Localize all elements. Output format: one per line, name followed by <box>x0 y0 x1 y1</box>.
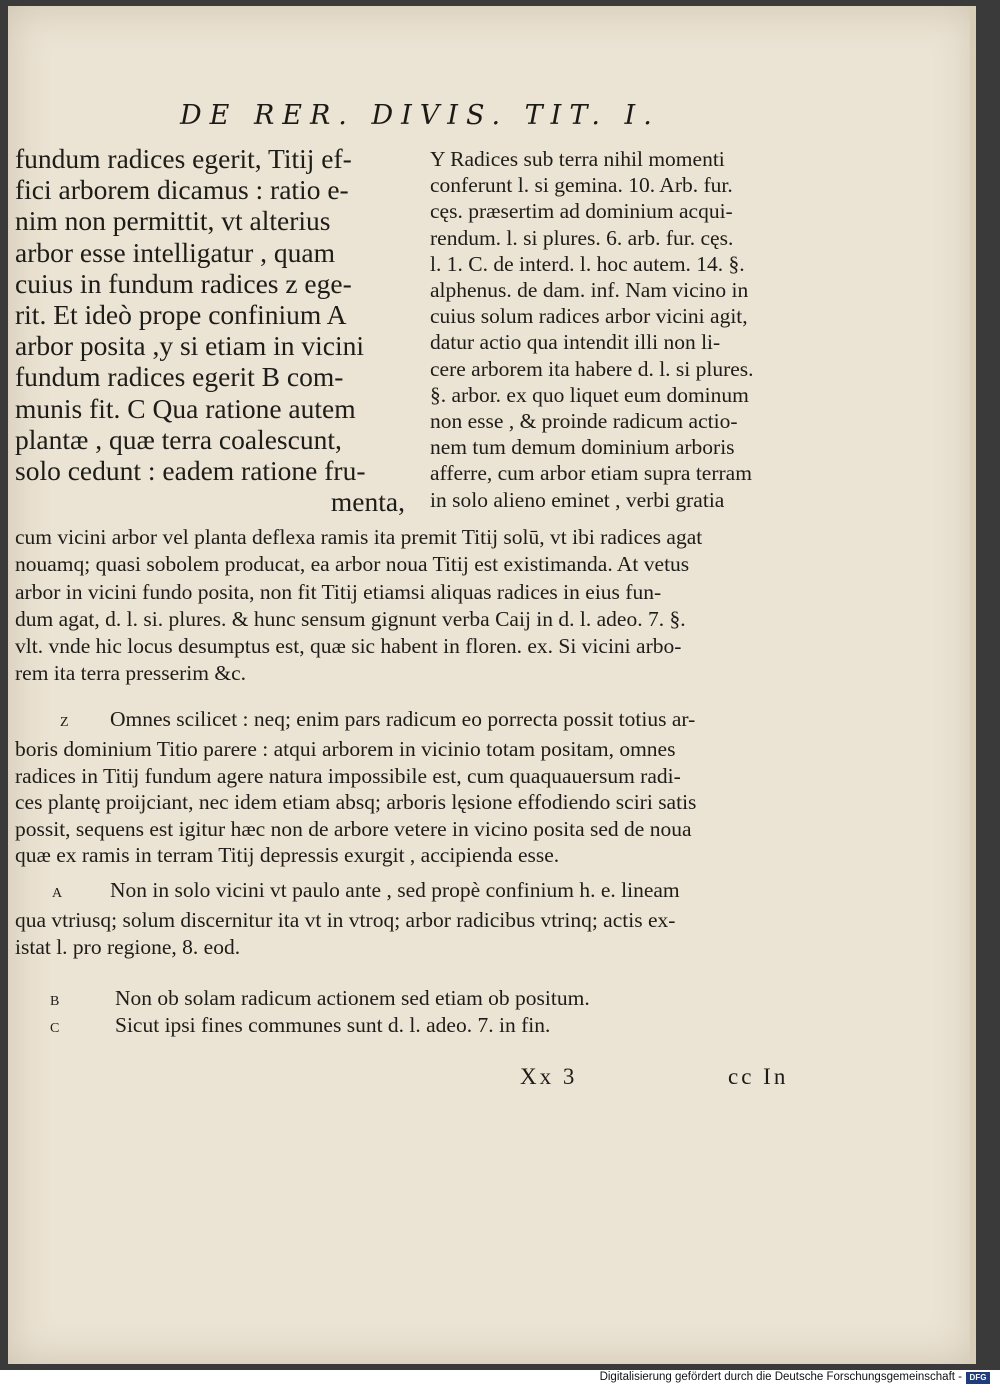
text-line: arbor esse intelligatur , quam <box>15 236 335 268</box>
text-line: cuius in fundum radices z ege- <box>15 267 352 299</box>
footnote-line: qua vtriusq; solum discernitur ita vt in vtroq; arbor radicibus vtrinq; actis ex- <box>15 908 676 933</box>
note-line: alphenus. de dam. inf. Nam vicino in <box>430 278 749 303</box>
footnote-marker: C <box>50 1021 60 1036</box>
footnote-b <box>15 985 815 1015</box>
note-line: non esse , & proinde radicum actio- <box>430 409 738 434</box>
footnote-marker: A <box>52 886 63 901</box>
footnote-a <box>15 877 815 960</box>
note-line: conferunt l. si gemina. 10. Arb. fur. <box>430 173 733 198</box>
text-line: arbor posita ,y si etiam in vicini <box>15 330 365 362</box>
note-line: cęs. præsertim ad dominium acqui- <box>430 199 733 224</box>
note-line: cere arborem ita habere d. l. si plures. <box>430 356 754 381</box>
footnote-text: Sicut ipsi fines communes sunt d. l. adeo. 7. in fin. <box>115 1013 551 1037</box>
footnote-line: possit, sequens est igitur hæc non de arbore vetere in vicino posita sed de noua <box>15 816 692 841</box>
note-line: vlt. vnde hic locus desumptus est, quæ sic habent in floren. ex. Si vicini arbo- <box>15 634 682 659</box>
right-column-note <box>430 146 815 513</box>
note-line: rendum. l. si plures. 6. arb. fur. cęs. <box>430 225 734 250</box>
note-line: cum vicini arbor vel planta deflexa ramis ita premit Titij solū, vt ibi radices agat <box>15 525 703 549</box>
text-line: plantæ , quæ terra coalescunt, <box>15 423 342 455</box>
note-line: nem tum demum dominium arboris <box>430 435 735 460</box>
note-continuation <box>15 524 815 688</box>
footnote-text: Non ob solam radicum actionem sed etiam ob positum. <box>115 986 590 1010</box>
footnote-c <box>15 1012 815 1042</box>
dfg-logo-icon: DFG <box>966 1372 990 1384</box>
footnote-line: boris dominium Titio parere : atqui arborem in vicinio totam positam, omnes <box>15 737 676 762</box>
footer-credit: Digitalisierung gefördert durch die Deutsche Forschungsgemeinschaft - <box>599 1371 962 1383</box>
footnote-line: radices in Titij fundum agere natura impossibile est, cum quaquauersum radi- <box>15 763 681 788</box>
note-line: in solo alieno eminet , verbi gratia <box>430 487 725 512</box>
note-line: datur actio qua intendit illi non li- <box>430 330 721 355</box>
text-line: fundum radices egerit, Titij ef- <box>15 143 352 174</box>
note-line: arbor in vicini fundo posita, non fit Titij etiamsi aliquas radices in eius fun- <box>15 579 662 604</box>
digitization-footer <box>0 1370 1000 1388</box>
footnote-line <box>15 877 815 907</box>
signature-mark: Xx 3 <box>520 1064 578 1089</box>
footnote-line <box>15 706 815 736</box>
footnote-line <box>15 1012 815 1042</box>
footnote-line <box>15 985 815 1015</box>
note-line: rem ita terra presserim &c. <box>15 661 247 686</box>
running-title: DE RER. DIVIS. TIT. I. <box>180 100 660 131</box>
text-line: munis fit. C Qua ratione autem <box>15 392 356 424</box>
footnote-line: quæ ex ramis in terram Titij depressis exurgit , accipienda esse. <box>15 843 560 868</box>
text-line: fundum radices egerit B com- <box>15 361 344 393</box>
note-line: §. arbor. ex quo liquet eum dominum <box>430 382 749 407</box>
text-line: nim non permittit, vt alterius <box>15 205 331 237</box>
footnote-text: Non in solo vicini vt paulo ante , sed propè confinium h. e. lineam <box>110 878 680 902</box>
left-column-text <box>15 143 405 517</box>
text-line: menta, <box>330 486 405 518</box>
note-line: dum agat, d. l. si. plures. & hunc sensum gignunt verba Caij in d. l. adeo. 7. §. <box>15 606 686 631</box>
note-line: nouamq; quasi sobolem producat, ea arbor noua Titij est existimanda. At vetus <box>15 552 690 577</box>
note-line: cuius solum radices arbor vicini agit, <box>430 304 748 329</box>
note-line: l. 1. C. de interd. l. hoc autem. 14. §. <box>430 251 745 276</box>
catchword: cc In <box>728 1064 789 1089</box>
footnote-text: Omnes scilicet : neq; enim pars radicum eo porrecta possit totius ar- <box>110 707 696 731</box>
note-line: Y Radices sub terra nihil momenti <box>430 147 725 171</box>
footnote-line: ces plantę proijciant, nec idem etiam absq; arboris lęsione effodiendo sciri satis <box>15 790 697 815</box>
text-line: rit. Et ideò prope confinium A <box>15 299 347 331</box>
footnote-z <box>15 706 815 868</box>
footnote-line: istat l. pro regione, 8. eod. <box>15 934 241 959</box>
footnote-marker: B <box>50 994 60 1009</box>
page-edge <box>970 6 976 1364</box>
note-line: afferre, cum arbor etiam supra terram <box>430 461 752 486</box>
text-line: solo cedunt : eadem ratione fru- <box>15 455 366 487</box>
footnote-marker: Z <box>60 715 69 730</box>
text-line: fici arborem dicamus : ratio e- <box>15 174 349 206</box>
